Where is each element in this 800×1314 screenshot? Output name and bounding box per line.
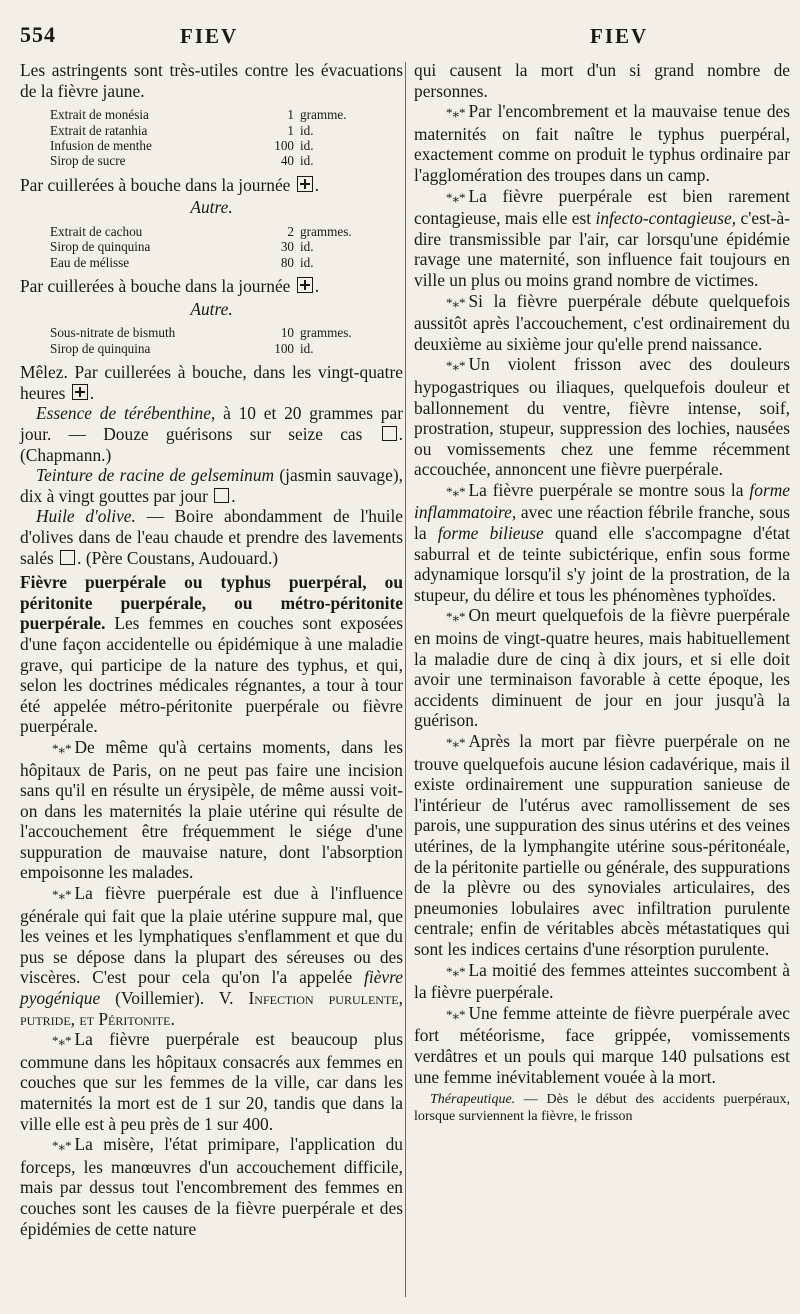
recipe-2 — [50, 224, 403, 270]
paragraph-text: La fièvre puerpérale se montre sous la — [468, 479, 744, 500]
dose-line-2: Par cuillerées à bouche dans la journée . — [20, 276, 320, 297]
asterism-icon: *⁎* — [52, 1033, 72, 1049]
ingredient-name: Sirop de sucre — [50, 153, 126, 169]
left-column — [20, 60, 403, 1239]
ingredient-unit: id. — [300, 138, 314, 153]
ingredient-unit: gramme. — [300, 107, 347, 123]
asterism-icon: *⁎* — [446, 294, 466, 310]
paragraph-text: De même qu'à certains moments, dans les hôpitaux de Paris, on ne peut pas faire une incision sans qu'il en résulte un érysipèle, de même aussi voit-on dans les maternités la plaie utérine qui résulte de l'accouchement être fréquemment le siége d'une suppuration de mauvaise nature, dont l'absorption empoisonne les malades. — [20, 736, 403, 883]
ingredient-name: Sirop de quinquina — [50, 239, 151, 255]
essence-name: Essence de térébenthine, — [36, 403, 216, 424]
paragraph-text: Un violent frisson avec des douleurs hypogastriques ou iliaques, quelquefois douleur et ballonnement du ventre, fièvre intense, soif, prostration, stupeur, suppression des lochies, nausées ou vomissements chez une femme récemment accouchée, annoncent une fièvre puerpérale. — [414, 354, 790, 480]
ingredient-unit: grammes. — [300, 224, 352, 239]
paragraph-text: Si la fièvre puerpérale débute quelquefois aussitôt après l'accouchement, c'est ordinairement du deuxième au sixième jour qu'elle prend naissance. — [414, 290, 790, 354]
infecto-contagieuse: infecto-contagieuse, — [595, 208, 737, 229]
ingredient-qty: 80 — [280, 254, 294, 270]
ingredient-unit: id. — [300, 122, 314, 138]
asterism-icon: *⁎* — [446, 609, 466, 625]
asterism-icon: *⁎* — [446, 358, 466, 374]
essence-text: à 10 et 20 grammes par jour. — Douze guérisons sur seize cas — [20, 403, 403, 444]
paragraph-2 — [20, 737, 403, 883]
recipe-row — [50, 239, 403, 254]
plus-box-icon — [297, 176, 313, 192]
asterism-icon: *⁎* — [52, 740, 72, 756]
forme-inflammatoire: forme inflammatoire, — [414, 479, 790, 523]
paragraph-4 — [20, 1029, 403, 1134]
paragraph-r2 — [414, 186, 790, 291]
article-intro: Les femmes en couches sont exposées d'une façon accidentelle ou épidémique à une maladie grave, qui participe de la nature des typhus, et qui, selon les doctrines médicales régnantes, a tour à tour été appelée métro-péritonite puerpérale ou fièvre puerpérale. — [20, 613, 403, 737]
ingredient-unit: id. — [300, 239, 314, 255]
empty-box-icon — [214, 488, 229, 503]
paragraph-text: Une femme atteinte de fièvre puerpérale avec fort météorisme, face grippée, vomissements verdâtres et un pouls qui marque 140 pulsations est une femme inévitablement vouée à la mort. — [414, 1002, 790, 1087]
ingredient-qty: 100 — [274, 340, 294, 356]
ingredient-unit: grammes. — [300, 325, 352, 341]
recipe-row — [50, 341, 403, 356]
paragraph-text: avec une réaction fébrile franche, sous la — [414, 502, 790, 544]
paragraph-text: La fièvre puerpérale est beaucoup plus commune dans les hôpitaux consacrés aux femmes en couches que sur les femmes de la ville, car dans les maternités la mort est de 1 sur 20, tandis que dans la ville elle est à peu près de 1 sur 400. — [20, 1029, 403, 1134]
huile-paragraph — [20, 506, 403, 568]
melez-text: Mêlez. Par cuillerées à bouche, dans les vingt-quatre heures — [20, 362, 403, 403]
article-heading: Fièvre puerpérale ou typhus puerpéral, ou péritonite puerpérale, ou métro-péritonite puerpérale. — [20, 572, 403, 634]
paragraph-r6 — [414, 605, 790, 731]
ingredient-qty: 30 — [280, 239, 294, 255]
dose-line-1: Par cuillerées à bouche dans la journée . — [20, 174, 320, 195]
continuation-paragraph: qui causent la mort d'un si grand nombre de personnes. — [414, 60, 790, 101]
plus-box-icon — [72, 384, 88, 400]
asterism-icon: *⁎* — [446, 483, 466, 499]
puerperal-paragraph — [20, 572, 403, 737]
recipe-row — [50, 123, 403, 138]
asterism-icon: *⁎* — [52, 887, 72, 903]
ingredient-qty: 1 — [287, 122, 294, 138]
huile-source: . (Père Coustans, Audouard.) — [77, 547, 279, 568]
asterism-icon: *⁎* — [446, 735, 466, 750]
recipe-1 — [50, 107, 403, 169]
paragraph-text: Par l'encombrement et la mauvaise tenue des maternités on fait naître le typhus puerpéral, exactement comme on produit le typhus ordinaire par l'agglomération des troupes dans un camp. — [414, 101, 790, 185]
ingredient-qty: 10 — [280, 325, 294, 341]
paragraph-text: La misère, l'état primipare, l'application du forceps, les manœuvres d'un accouchement difficile, mais par dessus tout l'encombrement des femmes en couches sont les causes de la fièvre puerpérale et des épidémies de cette nature — [20, 1134, 403, 1239]
paragraph-r5 — [414, 480, 790, 606]
autre-heading-2: Autre. — [190, 298, 233, 319]
paragraph-r1 — [414, 101, 790, 185]
therapeutique-heading: Thérapeutique. — [430, 1092, 516, 1108]
teinture-name: Teinture de racine de gelseminum — [36, 465, 275, 486]
dose-text: Par cuillerées à bouche dans la journée — [20, 174, 291, 195]
paragraph-text: Après la mort par fièvre puerpérale on ne trouve quelquefois aucune lésion cadavérique, mais il existe ordinairement une suppuration sanieuse de l'intérieur de l'utérus avec ramollissement de ses parois, une suppuration des sinus utérins et des veines utérines, de la lymphangite utérine sous-péritonéale, de la péritonite partielle ou générale, des suppurations de la plèvre ou des synoviales articulaires, des pneumonies lobulaires avec infiltration purulente centrale; enfin de véritables abcès métastatiques qui sont les indices certains d'une résorption purulente. — [414, 731, 790, 959]
asterism-icon: *⁎* — [446, 105, 466, 121]
essence-source: . (Chapmann.) — [20, 424, 403, 465]
running-head-right: FIEV — [590, 24, 649, 48]
recipe-row — [50, 107, 403, 122]
recipe-row — [50, 224, 403, 239]
recipe-row — [50, 255, 403, 270]
ingredient-name: Sous-nitrate de bismuth — [50, 325, 176, 341]
paragraph-text: La moitié des femmes atteintes succombent à la fièvre puerpérale. — [414, 959, 790, 1003]
recipe-row — [50, 138, 403, 153]
teinture-text: (jasmin sauvage), dix à vingt gouttes par jour — [20, 465, 403, 506]
ingredient-name: Extrait de ratanhia — [50, 122, 148, 138]
huile-text: — Boire abondamment de l'huile d'olives dans de l'eau chaude et prendre des lavements salés — [20, 506, 403, 568]
asterism-icon: *⁎* — [52, 1138, 72, 1154]
page-header — [0, 14, 800, 54]
ingredient-name: Extrait de cachou — [50, 224, 143, 239]
reference-text: (Voillemier). V. — [115, 988, 234, 1009]
intro-paragraph: Les astringents sont très-utiles contre les évacuations de la fièvre jaune. — [20, 60, 403, 101]
asterism-icon: *⁎* — [446, 963, 466, 979]
teinture-paragraph — [20, 465, 403, 506]
asterism-icon: *⁎* — [446, 1006, 466, 1022]
paragraph-3 — [20, 883, 403, 1029]
autre-heading-1: Autre. — [190, 197, 233, 218]
ingredient-name: Infusion de menthe — [50, 138, 152, 153]
paragraph-5 — [20, 1134, 403, 1239]
plus-box-icon — [297, 277, 313, 293]
column-rule — [405, 62, 406, 1297]
cross-reference: Infection purulente, putride, et Péritonite. — [20, 988, 403, 1029]
running-head-left: FIEV — [180, 24, 239, 48]
fievre-pyogenique: fièvre pyogénique — [20, 967, 403, 1009]
empty-box-icon — [382, 426, 397, 441]
essence-paragraph — [20, 403, 403, 465]
ingredient-qty: 100 — [274, 138, 294, 153]
ingredient-qty: 40 — [280, 153, 294, 169]
huile-name: Huile d'olive. — [36, 506, 136, 527]
melez-line: Mêlez. Par cuillerées à bouche, dans les vingt-quatre heures . — [20, 362, 403, 403]
paragraph-r7 — [414, 731, 790, 960]
paragraph-text: c'est-à-dire transmissible par l'air, car lorsqu'une épidémie ravage une maternité, son influence fait toujours en ville un plus ou moins grand nombre de victimes. — [414, 208, 790, 290]
page-number: 554 — [20, 22, 56, 47]
recipe-row — [50, 153, 403, 168]
ingredient-name: Sirop de quinquina — [50, 340, 151, 356]
paragraph-text: La fièvre puerpérale est bien rarement contagieuse, mais elle est — [414, 185, 790, 229]
paragraph-text: — Dès le début des accidents puerpéraux, lorsque surviennent la fièvre, le frisson — [414, 1092, 790, 1125]
forme-bilieuse: forme bilieuse — [437, 523, 544, 544]
empty-box-icon — [60, 550, 75, 565]
paragraph-r3 — [414, 291, 790, 355]
paragraph-r4 — [414, 354, 790, 480]
ingredient-name: Eau de mélisse — [50, 254, 130, 270]
paragraph-r9 — [414, 1003, 790, 1087]
ingredient-unit: id. — [300, 254, 314, 270]
asterism-icon: *⁎* — [446, 189, 466, 205]
ingredient-qty: 1 — [287, 107, 294, 123]
paragraph-text: On meurt quelquefois de la fièvre puerpérale en moins de vingt-quatre heures, mais habituellement la maladie dure de cinq à dix jours, et si elle doit avoir une terminaison favorable à cette époque, les accidents diminuent de jour en jour jusqu'à la guérison. — [414, 605, 790, 731]
paragraph-text: quand elle s'accompagne d'état saburral et de teinte subictérique, enfin sous forme adynamique lorsqu'il s'y joint de la prostration, de la stupeur, du délire et tous les phénomènes typhoïdes. — [414, 523, 790, 605]
paragraph-text: La fièvre puerpérale est due à l'influence générale qui fait que la plaie utérine suppure mal, que les veines et les lymphatiques s'enflamment et que du pus se dépose dans la plupart des séreuses ou des viscères. C'est pour cela qu'on l'a appelée — [20, 883, 403, 988]
recipe-3 — [50, 325, 403, 356]
right-column — [414, 60, 790, 1125]
ingredient-qty: 2 — [287, 224, 294, 239]
therapeutique-paragraph — [414, 1091, 790, 1125]
teinture-end: . — [231, 485, 236, 506]
ingredient-name: Extrait de monésia — [50, 107, 149, 123]
paragraph-r8 — [414, 960, 790, 1003]
ingredient-unit: id. — [300, 340, 314, 356]
ingredient-unit: id. — [300, 153, 314, 169]
recipe-row — [50, 325, 403, 340]
dose-text: Par cuillerées à bouche dans la journée — [20, 276, 291, 297]
